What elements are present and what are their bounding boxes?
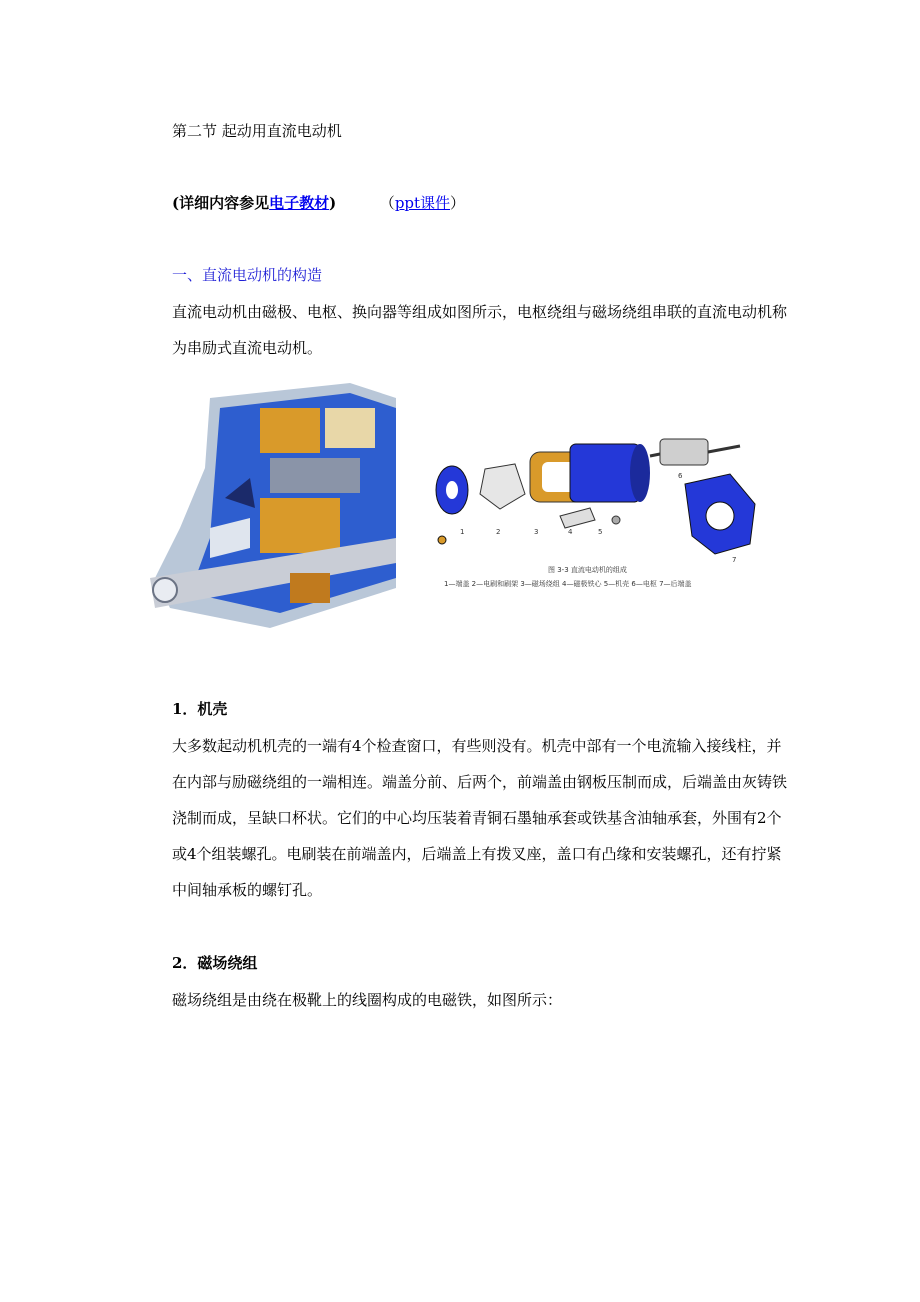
ppt-open: （ bbox=[379, 194, 395, 212]
part-label-4: 4 bbox=[568, 528, 573, 536]
figure-caption-legend: 1—端盖 2—电刷和刷架 3—磁场绕组 4—磁极铁心 5—机壳 6—电枢 7—后端盖 bbox=[444, 580, 692, 588]
ppt-close: ） bbox=[450, 194, 466, 212]
reference-line bbox=[172, 192, 465, 214]
part-label-2: 2 bbox=[496, 528, 501, 536]
starter-cutaway-image bbox=[150, 378, 396, 643]
housing-paragraph: 大多数起动机机壳的一端有4个检查窗口，有些则没有。机壳中部有一个电流输入接线柱，并在内部与励磁绕组的一端相连。端盖分前、后两个，前端盖由钢板压制而成，后端盖由灰铸铁浇制而成，呈缺口杯状。它们的中心均压装着青铜石墨轴承套或铁基含油轴承套，外围有2个或4个组装螺孔。电刷装在前端盖内，后端盖上有拨叉座，盖口有凸缘和安装螺孔，还有拧紧中间轴承板的螺钉孔。 bbox=[172, 737, 788, 899]
figure-caption-title: 图 3-3 直流电动机的组成 bbox=[548, 566, 627, 574]
ppt-link[interactable]: ppt课件 bbox=[394, 194, 451, 212]
reference-open: (详细内容参见 bbox=[172, 194, 270, 212]
part-label-6: 6 bbox=[678, 472, 683, 480]
reference-close: ) bbox=[329, 194, 337, 212]
part-label-5: 5 bbox=[598, 528, 603, 536]
ebook-link[interactable]: 电子教材 bbox=[269, 194, 330, 212]
intro-paragraph: 直流电动机由磁极、电枢、换向器等组成如图所示，电枢绕组与磁场绕组串联的直流电动机称为串励式直流电动机。 bbox=[172, 303, 788, 357]
motor-exploded-diagram bbox=[430, 424, 775, 600]
part-label-1: 1 bbox=[460, 528, 465, 536]
field-winding-heading: 2．磁场绕组 bbox=[172, 954, 258, 972]
part-label-3: 3 bbox=[534, 528, 539, 536]
field-winding-paragraph: 磁场绕组是由绕在极靴上的线圈构成的电磁铁，如图所示： bbox=[172, 991, 563, 1009]
construction-heading: 一、直流电动机的构造 bbox=[172, 266, 323, 284]
section-title: 第二节 起动用直流电动机 bbox=[172, 122, 342, 140]
housing-heading: 1．机壳 bbox=[172, 700, 228, 718]
part-label-7: 7 bbox=[732, 556, 737, 564]
